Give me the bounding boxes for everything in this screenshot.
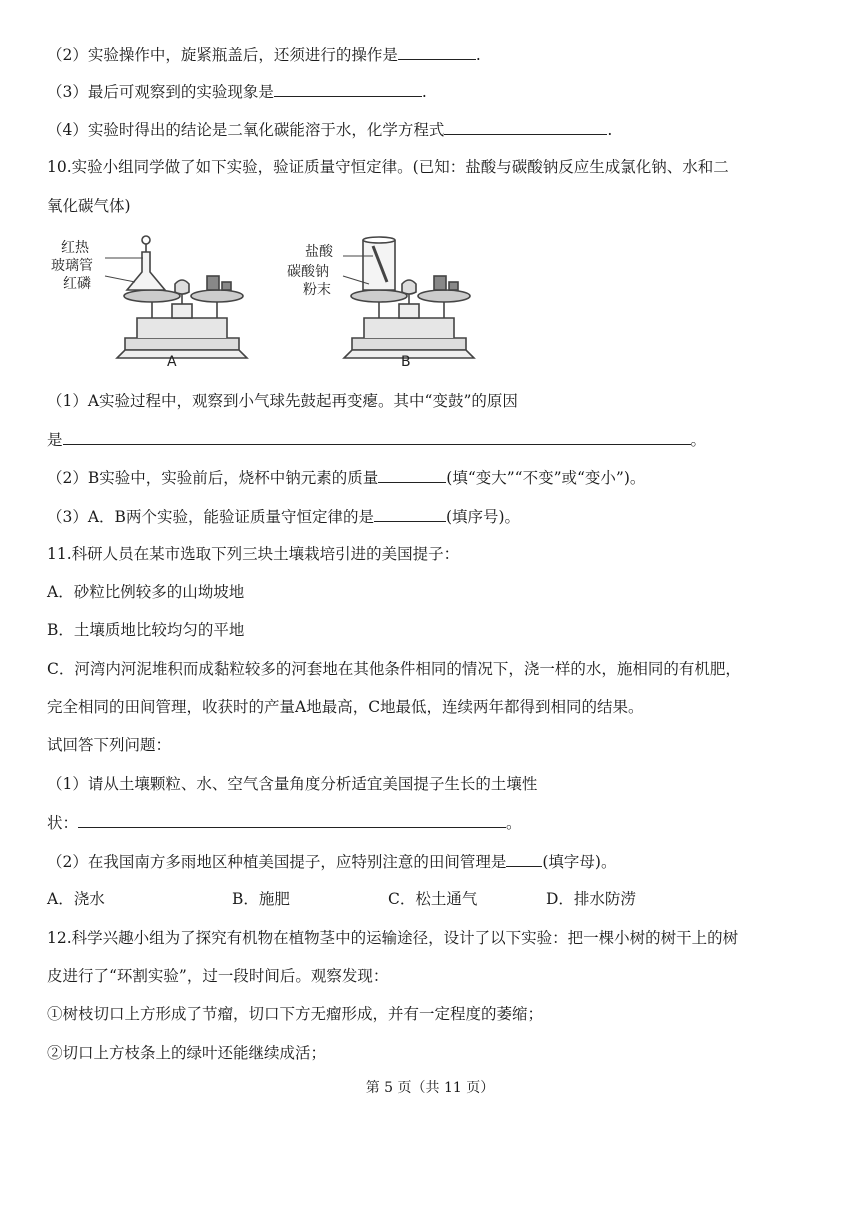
q10-sub3: （3）A．B两个实验，能验证质量守恒定律的是 (填序号)。 [47,508,521,526]
answer-blank[interactable] [374,506,446,522]
q12-observation-1: ①树枝切口上方形成了节瘤，切口下方无瘤形成，并有一定程度的萎缩； [47,1005,544,1023]
page-footer: 第 5 页（共 11 页） [365,1080,495,1096]
q11-ask: 试回答下列问题： [47,736,172,754]
q12-observation-2: ②切口上方枝条上的绿叶还能继续成活； [47,1044,327,1062]
label-powder: 粉末 [303,282,331,298]
answer-blank[interactable] [398,44,476,60]
q10-sub1-line2: 是 。 [47,431,707,449]
answer-blank[interactable] [78,812,506,828]
q11-stem: 11.科研人员在某市选取下列三块土壤栽培引进的美国提子： [47,545,460,563]
q11-option-c-line1: C．河湾内河泥堆积而成黏粒较多的河套地在其他条件相同的情况下，浇一样的水，施相同的有机肥， [47,660,741,678]
q10-sub1-line1: （1）A实验过程中，观察到小气球先鼓起再变瘪。其中“变鼓”的原因 [47,392,518,410]
balance-diagram [47,232,477,370]
label-hydrochloric-acid: 盐酸 [305,244,333,260]
q11-sub1-line1: （1）请从土壤颗粒、水、空气含量角度分析适宜美国提子生长的土壤性 [47,775,538,793]
q10-stem-line1: 10.实验小组同学做了如下实验，验证质量守恒定律。(已知：盐酸与碳酸钠反应生成氯化钠、水和二 [47,158,729,176]
q9-part3: （3）最后可观察到的实验现象是 . [47,83,427,101]
answer-blank[interactable] [506,851,542,867]
q9-part2: （2）实验操作中，旋紧瓶盖后，还须进行的操作是 . [47,46,481,64]
q11-option-b: B．土壤质地比较均匀的平地 [47,621,245,639]
caption-a: A [167,354,177,370]
q11-option-a: A．砂粒比例较多的山坳坡地 [47,583,245,601]
caption-b: B [401,354,411,370]
label-red-hot: 红热 [61,240,89,256]
q10-stem-line2: 氧化碳气体) [47,197,131,215]
q12-stem-line2: 皮进行了“环割实验”，过一段时间后。观察发现： [47,967,389,985]
answer-blank[interactable] [63,429,691,445]
choice-d[interactable]: D．排水防涝 [546,890,636,908]
answer-blank[interactable] [444,119,607,135]
choice-c[interactable]: C．松土通气 [388,890,478,908]
answer-blank[interactable] [274,81,422,97]
q11-sub1-line2: 状： 。 [47,814,522,832]
q11-sub2: （2）在我国南方多雨地区种植美国提子，应特别注意的田间管理是 (填字母)。 [47,853,617,871]
answer-blank[interactable] [378,467,446,483]
choice-b[interactable]: B．施肥 [232,890,290,908]
q10-sub2: （2）B实验中，实验前后，烧杯中钠元素的质量 (填“变大”“不变”或“变小”)。 [47,469,646,487]
choice-a[interactable]: A．浇水 [47,890,105,908]
label-red-phosphorus: 红磷 [63,276,91,292]
q9-part4: （4）实验时得出的结论是二氧化碳能溶于水，化学方程式 . [47,121,613,139]
label-sodium-carbonate: 碳酸钠 [287,264,329,280]
balance-experiment-figure [47,232,477,370]
label-glass-tube: 玻璃管 [51,258,93,274]
q11-option-c-line2: 完全相同的田间管理，收获时的产量A地最高，C地最低，连续两年都得到相同的结果。 [47,698,644,716]
q12-stem-line1: 12.科学兴趣小组为了探究有机物在植物茎中的运输途径，设计了以下实验：把一棵小树的树干上的树 [47,929,739,947]
